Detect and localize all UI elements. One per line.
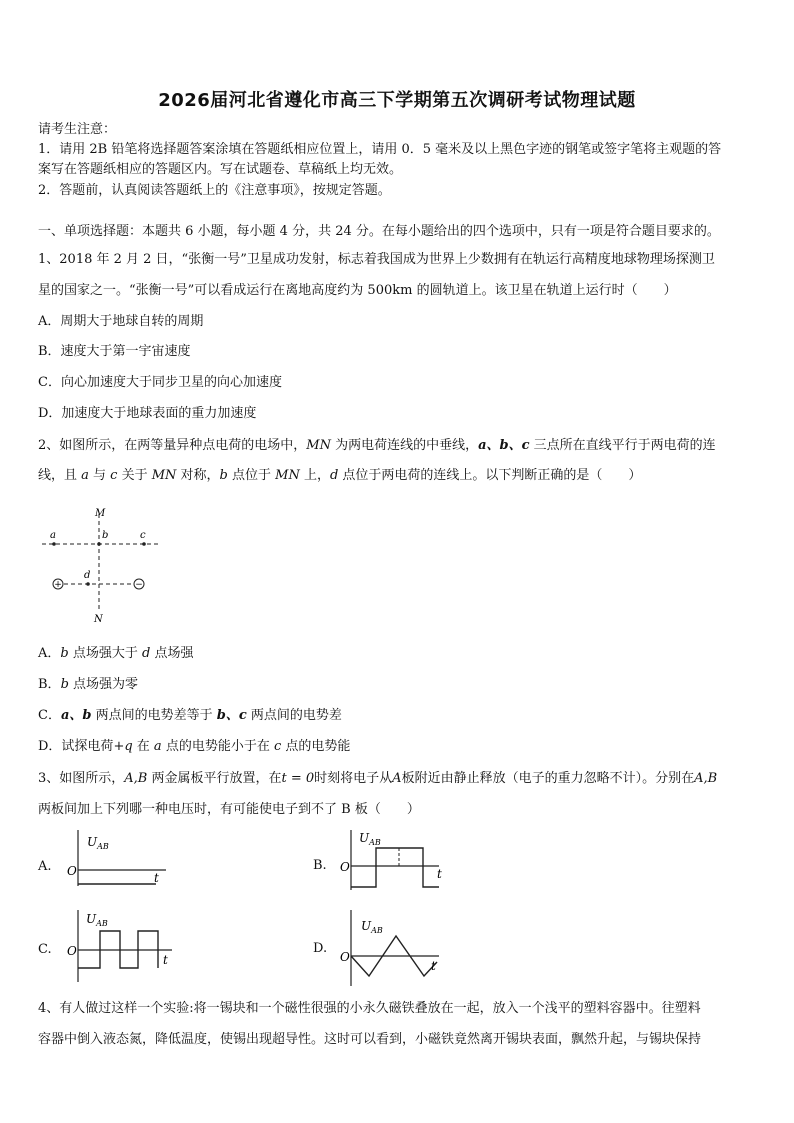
q1-stem-line-2: 星的国家之一。“张衡一号”可以看成运行在离地高度约为 500km 的圆轨道上。该卫星在轨道上运行时（ ） <box>38 283 677 298</box>
q4-stem-line-1: 4、有人做过这样一个实验:将一锡块和一个磁性很强的小永久磁铁叠放在一起，放入一个浅平的塑料容器中。往塑料 <box>38 1001 701 1016</box>
q1-option-c: C．向心加速度大于同步卫星的向心加速度 <box>38 375 282 390</box>
uab-label: $U_{AB}$ <box>86 912 108 928</box>
q3-option-b-label: B. <box>313 858 327 873</box>
q3-stem-line-1: 3、如图所示，A,B 两金属板平行放置，在t = 0时刻将电子从A板附近由静止释放（电子的重力忽略不计）。分别在A,B <box>38 771 718 786</box>
q2-option-a: A．b 点场强大于 d 点场强 <box>38 646 194 661</box>
label-n: N <box>94 614 103 625</box>
notice-item-1-line-2: 案写在答题纸相应的答题区内。写在试题卷、草稿纸上均无效。 <box>38 162 403 177</box>
t-label: t <box>437 867 442 881</box>
uab-label: $U_{AB}$ <box>359 831 381 847</box>
label-c: c <box>140 530 146 541</box>
voltage-curve <box>351 848 439 887</box>
notice-item-1 <box>38 141 756 159</box>
page-title: 2026届河北省遵化市高三下学期第五次调研考试物理试题 <box>158 90 636 111</box>
plus-sign: + <box>54 580 62 590</box>
uab-label: $U_{AB}$ <box>361 919 383 935</box>
t-label: t <box>431 959 436 973</box>
q2-option-c: C．a、b 两点间的电势差等于 b、c 两点间的电势差 <box>38 708 342 723</box>
point-d-dot <box>86 582 90 586</box>
q3-option-c-label: C. <box>38 942 52 957</box>
t-label: t <box>163 953 168 967</box>
section-1-heading: 一、单项选择题：本题共 6 小题，每小题 4 分，共 24 分。在每小题给出的四个选项中，只有一项是符合题目要求的。 <box>38 224 720 239</box>
label-d: d <box>84 570 91 581</box>
label-m: M <box>95 508 106 519</box>
minus-sign: − <box>135 580 143 590</box>
q1-option-d: D．加速度大于地球表面的重力加速度 <box>38 406 257 421</box>
q3-graph-d <box>339 906 449 986</box>
point-a-dot <box>52 542 56 546</box>
q3-graph-c <box>66 906 176 986</box>
q2-option-d: D．试探电荷+q 在 a 点的电势能小于在 c 点的电势能 <box>38 739 351 754</box>
point-b-dot <box>97 542 101 546</box>
q2-charge-figure <box>38 500 168 630</box>
q3-graph-a <box>66 826 176 892</box>
q1-option-b: B．速度大于第一宇宙速度 <box>38 344 191 359</box>
label-b: b <box>102 530 109 541</box>
q4-stem-line-2: 容器中倒入液态氮，降低温度，使锡出现超导性。这时可以看到，小磁铁竟然离开锡块表面，飘然升起，与锡块保持 <box>38 1032 702 1047</box>
q1-stem-line-1: 1、2018 年 2 月 2 日，“张衡一号”卫星成功发射，标志着我国成为世界上少数拥有在轨运行高精度地球物理场探测卫 <box>38 252 715 267</box>
notice-item-2: 2．答题前，认真阅读答题纸上的《注意事项》，按规定答题。 <box>38 183 391 198</box>
q3-option-d-label: D. <box>313 941 328 956</box>
q1-option-a: A．周期大于地球自转的周期 <box>38 314 204 329</box>
origin-label: O <box>67 944 77 958</box>
notice-heading: 请考生注意： <box>38 122 117 137</box>
q3-stem-line-2: 两板间加上下列哪一种电压时，有可能使电子到不了 B 板（ ） <box>38 802 420 817</box>
origin-label: O <box>67 864 77 878</box>
q3-option-a-label: A. <box>38 859 52 874</box>
q2-stem-line-1: 2、如图所示，在两等量异种点电荷的电场中，MN 为两电荷连线的中垂线，a、b、c 三点所在直线平行于两电荷的连 <box>38 438 716 453</box>
origin-label: O <box>340 860 350 874</box>
point-c-dot <box>142 542 146 546</box>
q3-graph-b <box>339 826 449 892</box>
q2-stem-line-2: 线，且 a 与 c 关于 MN 对称，b 点位于 MN 上，d 点位于两电荷的连线上。以下判断正确的是（ ） <box>38 468 642 483</box>
uab-label: $U_{AB}$ <box>87 835 109 851</box>
origin-label: O <box>340 950 350 964</box>
t-label: t <box>154 871 159 885</box>
notice-item-1-line-1: 1．请用 2B 铅笔将选择题答案涂填在答题纸相应位置上，请用 0．5 毫米及以上黑色字迹的钢笔或签字笔将主观题的答 <box>38 142 722 157</box>
q2-option-b: B．b 点场强为零 <box>38 677 139 692</box>
label-a: a <box>50 530 56 541</box>
